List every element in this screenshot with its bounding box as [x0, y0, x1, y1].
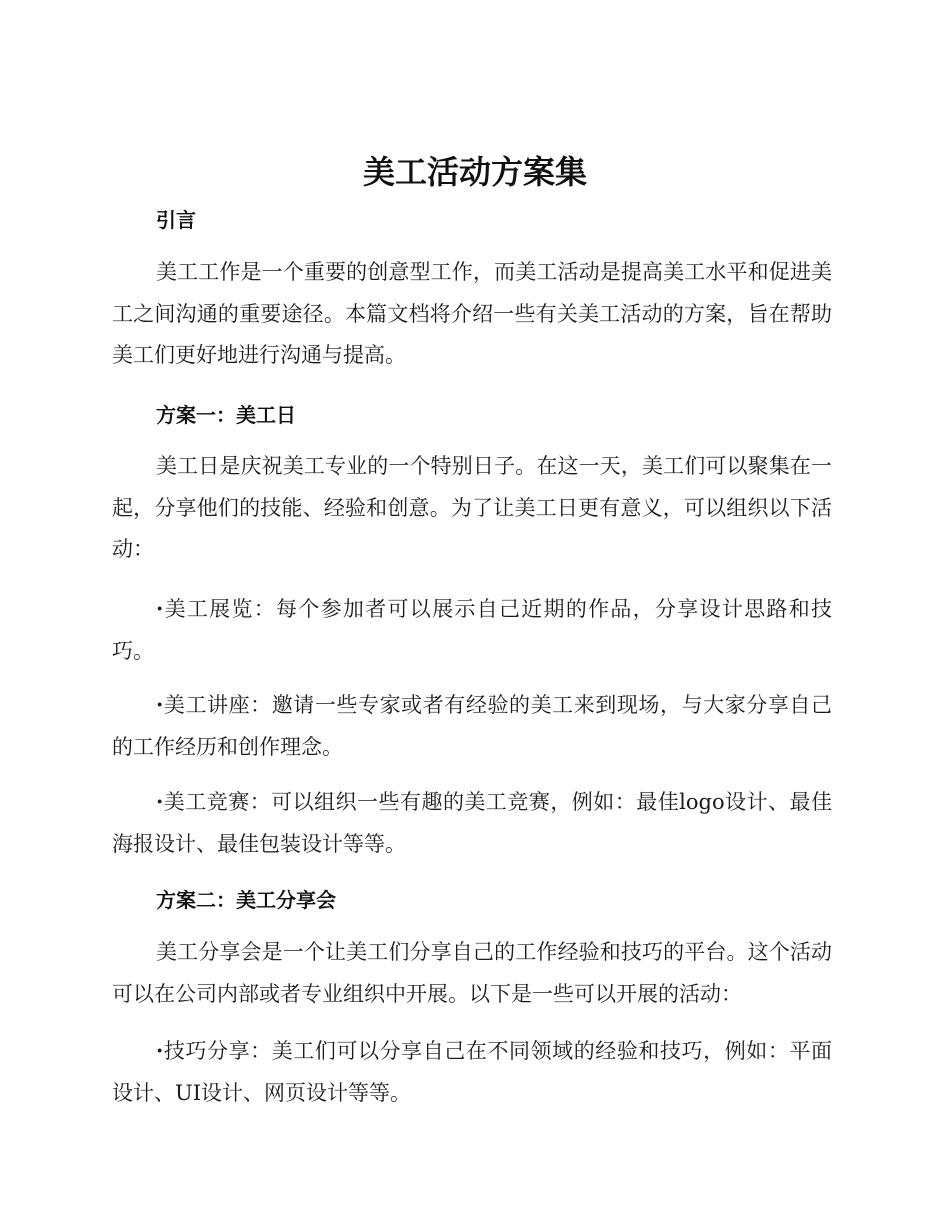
plan2-bullet-item: [112, 1030, 832, 1114]
bullet-text: 技巧分享：美工们可以分享自己在不同领域的经验和技巧，例如：平面设计、UI设计、网页设计等等。: [112, 1039, 832, 1105]
plan1-heading: 方案一：美工日: [156, 403, 296, 427]
plan1-bullet-item: [112, 781, 832, 865]
bullet-text: 美工展览：每个参加者可以展示自己近期的作品，分享设计思路和技巧。: [112, 597, 832, 663]
bullet-text: 美工讲座：邀请一些专家或者有经验的美工来到现场，与大家分享自己的工作经历和创作理念。: [112, 693, 832, 759]
plan1-paragraph: 美工日是庆祝美工专业的一个特别日子。在这一天，美工们可以聚集在一起，分享他们的技能、经验和创意。为了让美工日更有意义，可以组织以下活动：: [112, 454, 832, 561]
plan2-paragraph: 美工分享会是一个让美工们分享自己的工作经验和技巧的平台。这个活动可以在公司内部或者专业组织中开展。以下是一些可以开展的活动：: [112, 940, 832, 1006]
plan1-bullet-item: [112, 684, 832, 768]
intro-heading: 引言: [156, 208, 196, 232]
plan1-bullet-item: [112, 588, 832, 672]
document-title: 美工活动方案集: [362, 153, 587, 191]
plan2-heading: 方案二：美工分享会: [156, 888, 336, 912]
bullet-dot: ·: [156, 1038, 164, 1063]
bullet-dot: ·: [156, 596, 164, 621]
intro-paragraph: 美工工作是一个重要的创意型工作，而美工活动是提高美工水平和促进美工之间沟通的重要途径。本篇文档将介绍一些有关美工活动的方案，旨在帮助美工们更好地进行沟通与提高。: [112, 260, 832, 367]
bullet-dot: ·: [156, 692, 164, 717]
bullet-dot: ·: [156, 789, 164, 814]
bullet-text: 美工竞赛：可以组织一些有趣的美工竞赛，例如：最佳logo设计、最佳海报设计、最佳包装设计等等。: [112, 790, 832, 856]
